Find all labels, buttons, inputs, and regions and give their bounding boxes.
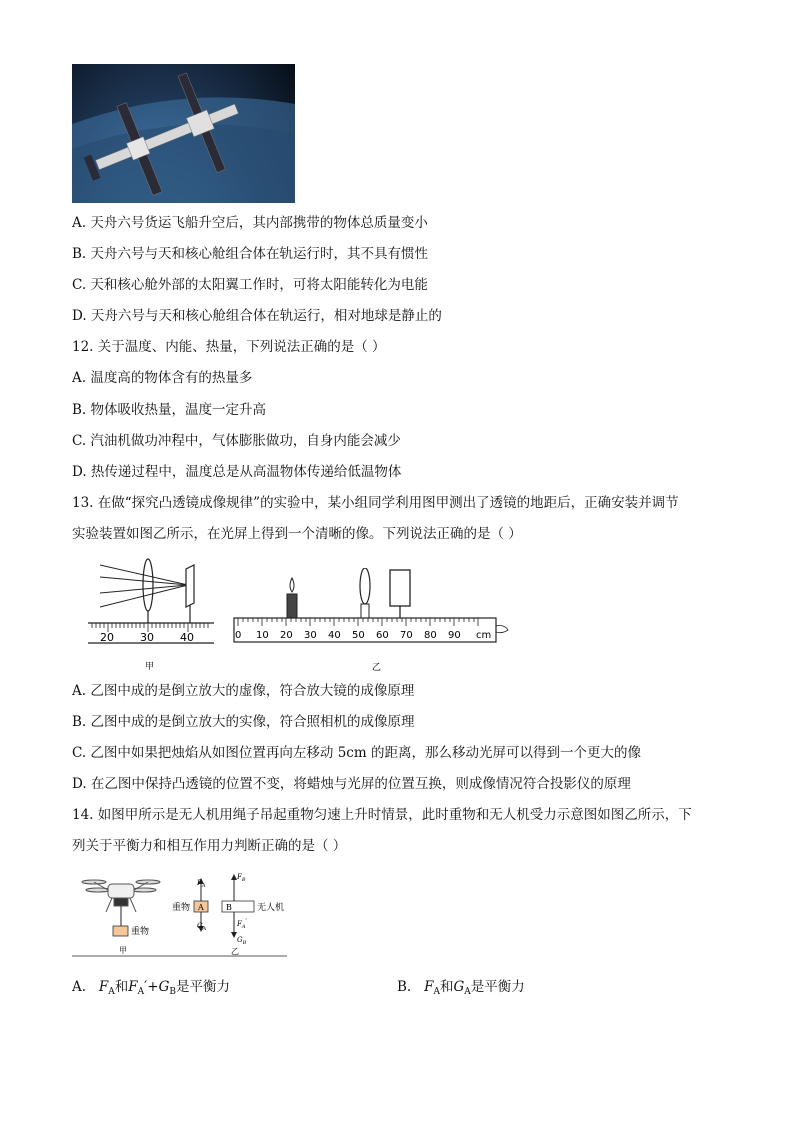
figure-caption-jia: 甲 (119, 946, 127, 955)
force-ga: G (197, 922, 203, 930)
ruler-label-30: 30 (140, 631, 154, 644)
q14-stem-line2: 列关于平衡力和相互作用力判断正确的是（ ） (72, 838, 347, 854)
bench-label-70: 70 (400, 630, 413, 641)
option-b-he: 和 (439, 979, 454, 995)
space-station-photo (72, 64, 295, 203)
q12-stem: 12. 关于温度、内能、热量，下列说法正确的是（ ） (72, 339, 386, 355)
lens-focal-diagram (84, 555, 219, 675)
option-b-sub1: A (433, 987, 440, 997)
box-a-label: A (198, 903, 204, 912)
q13-stem-line2: 实验装置如图乙所示，在光屏上得到一个清晰的像。下列说法正确的是（ ） (72, 526, 522, 542)
q12-option-a: A. 温度高的物体含有的热量多 (72, 370, 253, 386)
space-station-illustration (72, 64, 295, 203)
bench-label-0: 0 (235, 630, 242, 641)
force-fb-sub: B (241, 877, 246, 883)
force-fa-sub: A (201, 883, 206, 889)
lens-focal-figure (84, 555, 219, 675)
option-a-letter: A. (72, 979, 87, 995)
option-b-g: G (453, 979, 465, 995)
bench-label-30: 30 (304, 630, 317, 641)
force-fa: F (197, 879, 202, 887)
force-gb: G (237, 936, 243, 944)
drone-force-diagram (72, 868, 287, 960)
q14-option-a (72, 978, 230, 1001)
svg-text:FA′: $F_A'$ (237, 918, 248, 930)
drone-force-figure (72, 868, 287, 960)
force-gb-sub: B (242, 940, 247, 946)
bench-label-80: 80 (424, 630, 437, 641)
q14-stem-line1: 14. 如图甲所示是无人机用绳子吊起重物匀速上升时情景，此时重物和无人机受力示意图如图乙所示，下 (72, 807, 692, 823)
q11-option-c: C. 天和核心舱外部的太阳翼工作时，可将太阳能转化为电能 (72, 277, 428, 293)
option-a-f: F (98, 979, 109, 995)
q13-option-a: A. 乙图中成的是倒立放大的虚像，符合放大镜的成像原理 (72, 683, 415, 699)
option-a-g: G (158, 979, 170, 995)
q12-option-b: B. 物体吸收热量，温度一定升高 (72, 402, 267, 418)
option-a-sub3: B (169, 987, 176, 997)
force-ga-sub: A (202, 926, 207, 932)
q13-option-d: D. 在乙图中保持凸透镜的位置不变，将蜡烛与光屏的位置互换，则成像情况符合投影仪的原理 (72, 776, 631, 792)
option-a-sub2: A (137, 987, 145, 997)
optical-bench-diagram (232, 568, 522, 678)
q12-option-d: D. 热传递过程中，温度总是从高温物体传递给低温物体 (72, 464, 402, 480)
option-b-sub2: A (464, 987, 471, 997)
figure-caption-jia: 甲 (145, 662, 155, 672)
q11-option-a: A. 天舟六号货运飞船升空后，其内部携带的物体总质量变小 (72, 215, 428, 231)
drone-label: 无人机 (257, 903, 285, 913)
force-fb: F (237, 873, 242, 881)
weight-label-jia: 重物 (131, 927, 150, 937)
q11-option-d: D. 天舟六号与天和核心舱组合体在轨运行，相对地球是静止的 (72, 308, 442, 324)
bench-label-90: 90 (448, 630, 461, 641)
svg-text:FA (196, 879, 206, 889)
box-b-label: B (226, 903, 232, 912)
q13-option-b: B. 乙图中成的是倒立放大的实像，符合照相机的成像原理 (72, 714, 415, 730)
svg-text:GA (197, 922, 207, 932)
option-a-sub1: A (108, 987, 115, 997)
bench-label-60: 60 (376, 630, 389, 641)
svg-text:GB (237, 936, 247, 946)
q13-stem-line1: 13. 在做“探究凸透镜成像规律”的实验中，某小组同学利用图甲测出了透镜的地距后，正确安装并调节 (72, 495, 679, 511)
option-b-f: F (424, 979, 434, 995)
option-b-tail: 是平衡力 (470, 979, 525, 995)
bench-label-50: 50 (352, 630, 365, 641)
q12-option-c: C. 汽油机做功冲程中，气体膨胀做功，自身内能会减少 (72, 433, 401, 449)
ruler-label-40: 40 (180, 631, 194, 644)
bench-label-10: 10 (256, 630, 269, 641)
figure-caption-yi: 乙 (231, 947, 239, 956)
svg-text:FB (236, 873, 246, 883)
option-a-tail: 是平衡力 (175, 979, 230, 995)
figure-caption-yi: 乙 (372, 663, 382, 673)
q14-option-b (397, 978, 525, 1001)
bench-label-20: 20 (280, 630, 293, 641)
option-a-he: 和 (114, 979, 129, 995)
ruler-label-20: 20 (100, 631, 114, 644)
q11-option-b: B. 天舟六号与天和核心舱组合体在轨运行时，其不具有惯性 (72, 246, 429, 262)
option-a-plus: + (147, 979, 159, 995)
optical-bench-figure (232, 568, 522, 678)
option-a-f2: F (128, 979, 138, 995)
q13-option-c: C. 乙图中如果把烛焰从如图位置再向左移动 5cm 的距离，那么移动光屏可以得到一个更大的像 (72, 745, 641, 761)
bench-label-cm: cm (476, 630, 492, 641)
bench-label-40: 40 (328, 630, 341, 641)
option-a-prime: ′ (144, 979, 148, 995)
option-b-letter: B. (397, 979, 412, 995)
weight-label-yi: 重物 (172, 903, 191, 913)
